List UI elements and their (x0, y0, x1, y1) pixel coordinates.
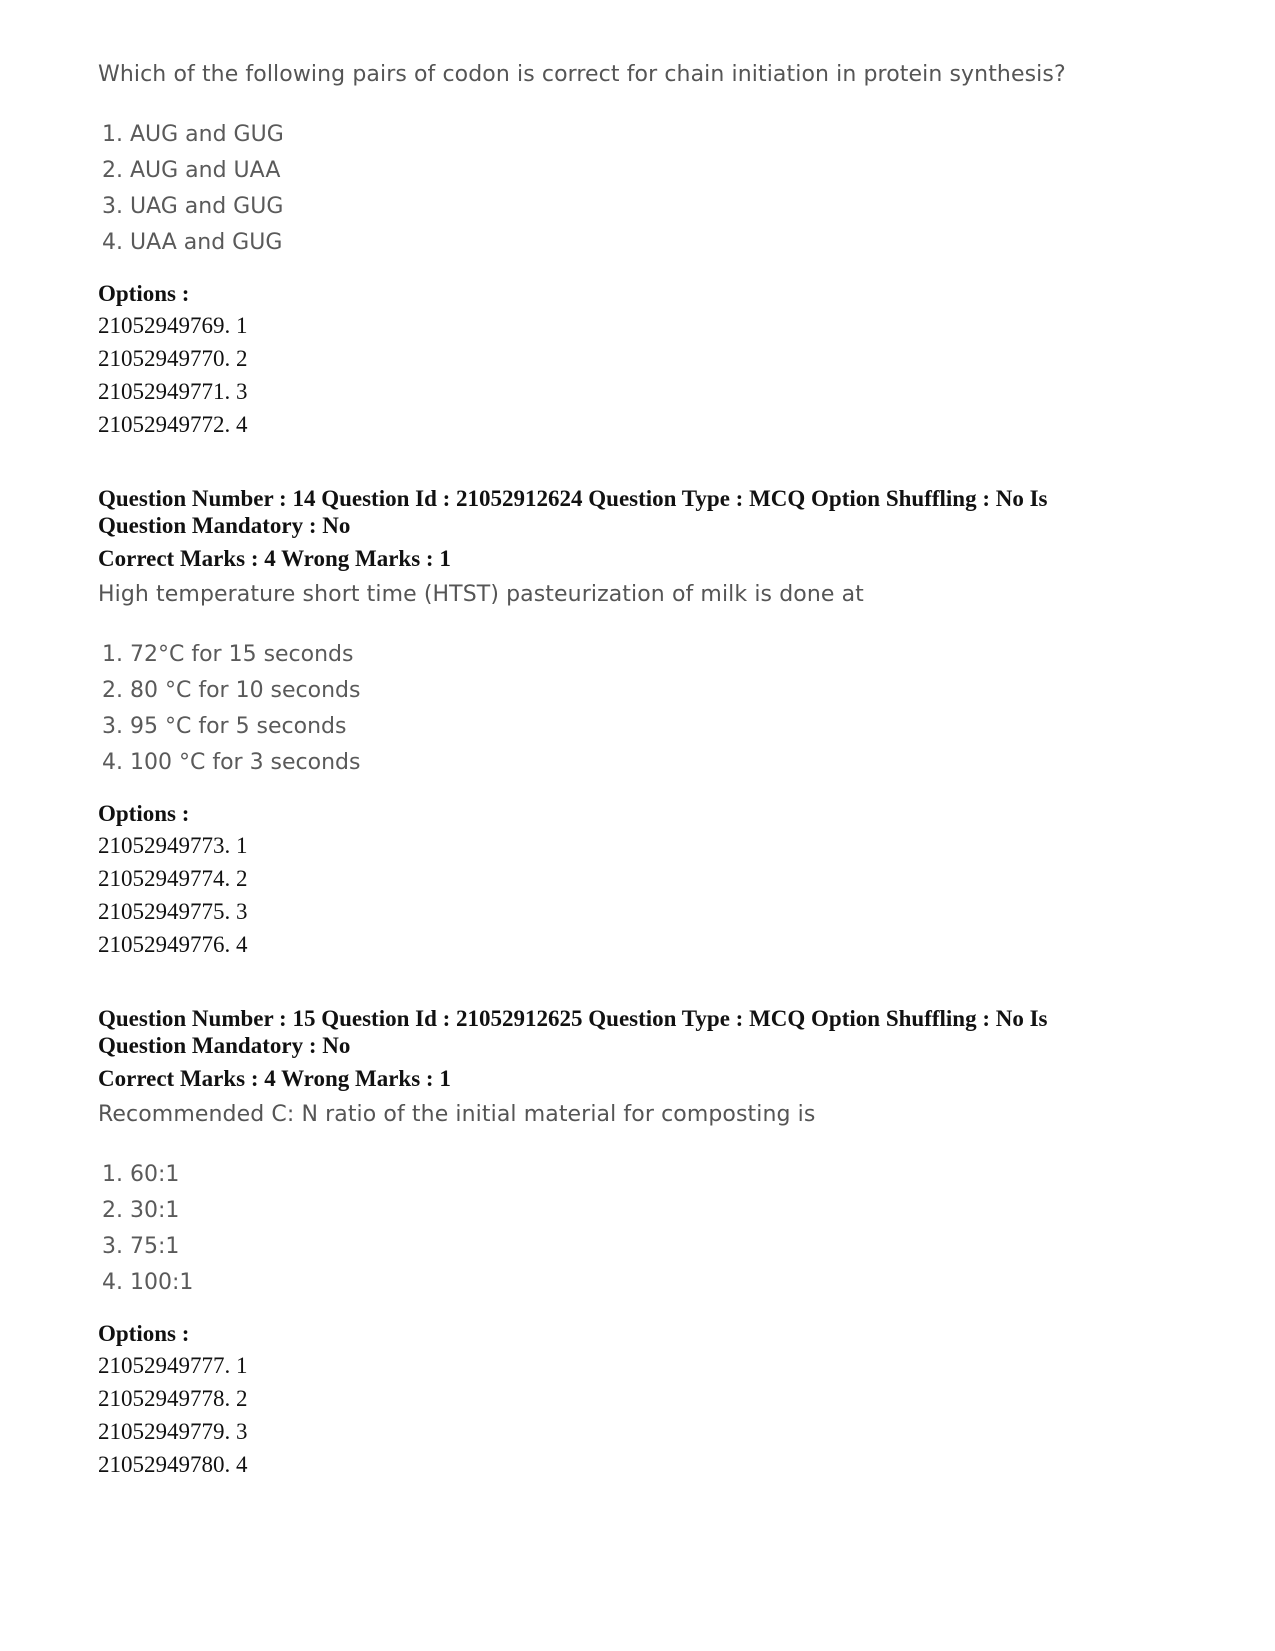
option-id: 21052949780. 4 (98, 1452, 248, 1477)
option-id: 21052949775. 3 (98, 899, 248, 924)
choice-1: 1. 72°C for 15 seconds (102, 642, 354, 667)
options-label: Options : (98, 281, 190, 306)
option-id: 21052949778. 2 (98, 1386, 248, 1411)
choice-3: 3. 75:1 (102, 1234, 180, 1259)
option-id: 21052949779. 3 (98, 1419, 248, 1444)
choice-4: 4. 100:1 (102, 1270, 194, 1295)
question-14-choices (102, 637, 360, 781)
choice-1: 1. AUG and GUG (102, 122, 284, 147)
choice-2: 2. 30:1 (102, 1198, 180, 1223)
choice-4: 4. UAA and GUG (102, 230, 283, 255)
option-id: 21052949771. 3 (98, 379, 248, 404)
question-15-options (98, 1349, 248, 1481)
question-14-header-line2: Question Mandatory : No (98, 513, 351, 538)
choice-2: 2. 80 °C for 10 seconds (102, 678, 361, 703)
choice-1: 1. 60:1 (102, 1162, 180, 1187)
question-13-options (98, 309, 248, 441)
choice-2: 2. AUG and UAA (102, 158, 281, 183)
option-id: 21052949772. 4 (98, 412, 248, 437)
question-15-marks: Correct Marks : 4 Wrong Marks : 1 (98, 1066, 451, 1091)
option-id: 21052949770. 2 (98, 346, 248, 371)
options-label: Options : (98, 1321, 190, 1346)
question-13-text: Which of the following pairs of codon is correct for chain initiation in protein synthesis? (98, 62, 1066, 87)
option-id: 21052949777. 1 (98, 1353, 248, 1378)
choice-3: 3. 95 °C for 5 seconds (102, 714, 347, 739)
question-15-choices (102, 1157, 193, 1301)
options-label: Options : (98, 801, 190, 826)
question-14-options (98, 829, 248, 961)
option-id: 21052949774. 2 (98, 866, 248, 891)
question-14-text: High temperature short time (HTST) pasteurization of milk is done at (98, 582, 864, 607)
question-14-marks: Correct Marks : 4 Wrong Marks : 1 (98, 546, 451, 571)
question-15-header-line2: Question Mandatory : No (98, 1033, 351, 1058)
choice-3: 3. UAG and GUG (102, 194, 284, 219)
question-14-header-line1: Question Number : 14 Question Id : 21052912624 Question Type : MCQ Option Shuffling : No Is (98, 486, 1048, 511)
question-15-header-line1: Question Number : 15 Question Id : 21052912625 Question Type : MCQ Option Shuffling : No Is (98, 1006, 1048, 1031)
question-13-choices (102, 117, 284, 261)
choice-4: 4. 100 °C for 3 seconds (102, 750, 361, 775)
option-id: 21052949773. 1 (98, 833, 248, 858)
question-15-text: Recommended C: N ratio of the initial material for composting is (98, 1102, 816, 1127)
option-id: 21052949776. 4 (98, 932, 248, 957)
option-id: 21052949769. 1 (98, 313, 248, 338)
